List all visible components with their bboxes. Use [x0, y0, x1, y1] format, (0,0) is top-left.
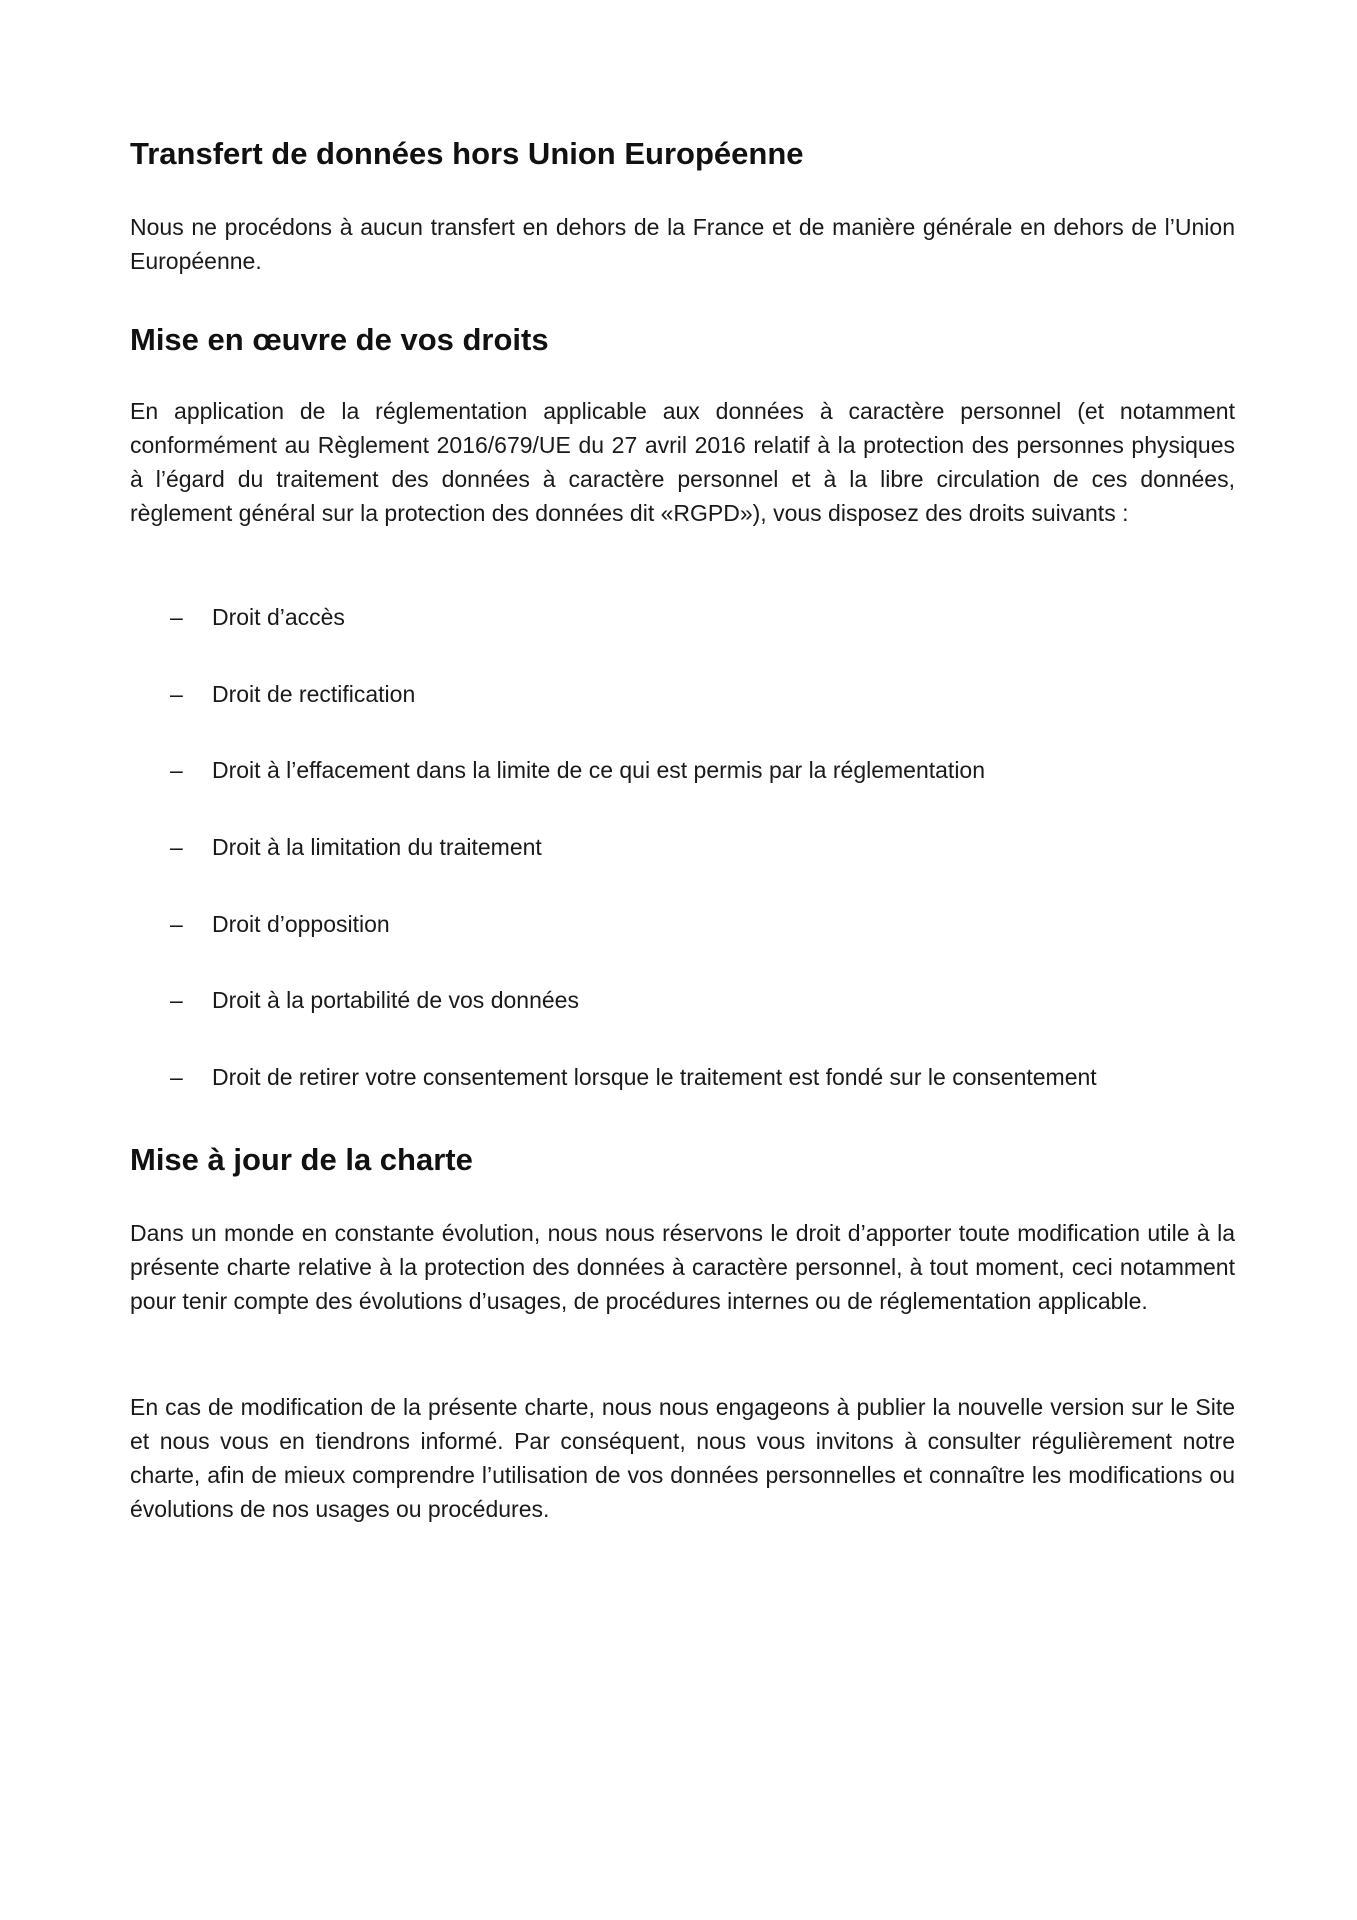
bullet-dash: – — [170, 757, 183, 784]
list-item — [130, 907, 1235, 984]
rights-list — [130, 600, 1235, 1137]
list-item-text: Droit à l’effacement dans la limite de ce qui est permis par la réglementation — [212, 757, 986, 784]
list-item — [130, 600, 1235, 677]
heading-update: Mise à jour de la charte — [130, 1142, 473, 1177]
list-item-text: Droit de retirer votre consentement lorsque le traitement est fondé sur le consentement — [212, 1064, 1097, 1091]
bullet-dash: – — [170, 1064, 183, 1091]
heading-rights: Mise en œuvre de vos droits — [130, 322, 549, 357]
list-item-text: Droit d’opposition — [212, 910, 390, 937]
bullet-dash: – — [170, 680, 183, 707]
heading-transfer: Transfert de données hors Union Européenne — [130, 136, 804, 171]
list-item — [130, 830, 1235, 907]
list-item-text: Droit à la portabilité de vos données — [212, 987, 579, 1014]
list-item-text: Droit à la limitation du traitement — [212, 834, 542, 861]
bullet-dash: – — [170, 834, 183, 861]
paragraph-rights: En application de la réglementation applicable aux données à caractère personnel (et notamment conformément au Règlement 2016/679/UE du 27 avril 2016 relatif à la protection des personnes physiques à l’égard du traitement des données à caractère personnel et à la libre circulation de ces données, règlement général sur la protection des données dit «RGPD»), vous disposez des droits suivants : — [130, 398, 1235, 526]
list-item-text: Droit d’accès — [212, 604, 345, 630]
list-item — [130, 983, 1235, 1060]
bullet-dash: – — [170, 604, 183, 630]
list-item — [130, 753, 1235, 830]
paragraph-update-1: Dans un monde en constante évolution, nous nous réservons le droit d’apporter toute modification utile à la présente charte relative à la protection des données à caractère personnel, à tout moment, ceci notamment pour tenir compte des évolutions d’usages, de procédures internes ou de réglementation applicable. — [130, 1220, 1235, 1314]
list-item — [130, 677, 1235, 754]
list-item — [130, 1060, 1235, 1137]
list-item-text: Droit de rectification — [212, 680, 416, 707]
bullet-dash: – — [170, 910, 183, 937]
bullet-dash: – — [170, 987, 183, 1014]
paragraph-transfer: Nous ne procédons à aucun transfert en dehors de la France et de manière générale en dehors de l’Union Européenne. — [130, 214, 1235, 274]
paragraph-update-2: En cas de modification de la présente charte, nous nous engageons à publier la nouvelle version sur le Site et nous vous en tiendrons informé. Par conséquent, nous vous invitons à consulter régulièrement notre charte, afin de mieux comprendre l’utilisation de vos données personnelles et connaître les modifications ou évolutions de nos usages ou procédures. — [130, 1394, 1235, 1522]
